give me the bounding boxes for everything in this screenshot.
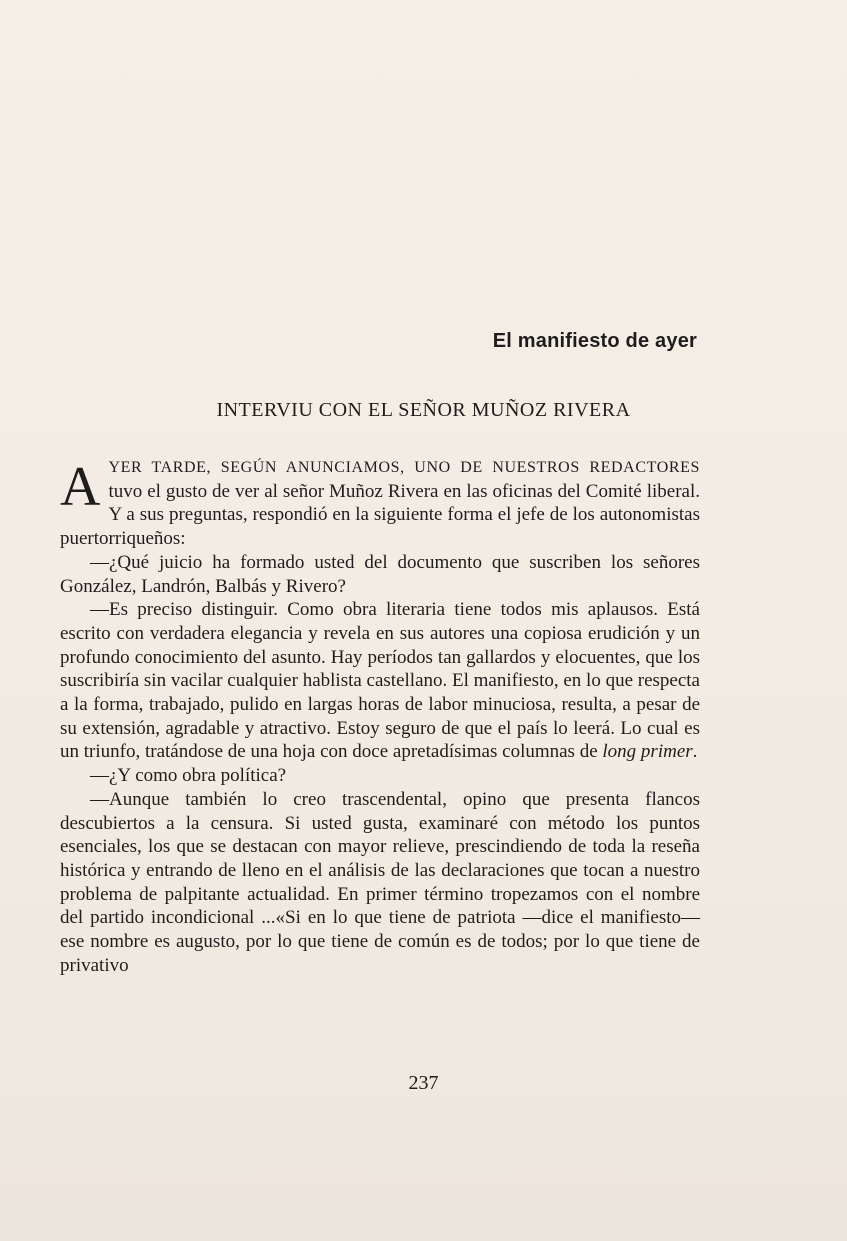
article-body <box>60 455 700 977</box>
drop-cap: A <box>60 456 101 518</box>
paragraph-question-2: —¿Y como obra política? <box>90 765 287 787</box>
paragraph-answer-1: —Es preciso distinguir. Como obra literaria tiene todos mis aplausos. Está escrito con verdadera elegancia y revela en sus autores una copiosa erudición y un profundo conocimiento del asunto. Hay períodos tan gallardos y elocuentes, que los suscribiría sin vacilar cualquier hablista castellano. El manifiesto, en lo que respecta a la forma, trabajado, pulido en largas horas de labor minuciosa, resulta, a pesar de su extensión, agradable y atractivo. Estoy seguro de que el país lo leerá. Lo cual es un triunfo, tratándose de una hoja con doce apretadísimas columnas de long primer. <box>60 599 700 763</box>
section-title: El manifiesto de ayer <box>492 330 697 352</box>
opening-paragraph <box>60 455 700 551</box>
italic-term: long primer <box>602 741 693 763</box>
opening-text: tuvo el gusto de ver al señor Muñoz Rivera en las oficinas del Comité liberal. Y a sus preguntas, respondió en la siguiente forma el jefe de los autonomistas puertorriqueños: <box>60 480 700 550</box>
lead-small-caps: YER TARDE, SEGÚN ANUNCIAMOS, UNO DE NUESTROS REDACTORES <box>108 459 700 476</box>
paragraph-answer-2: —Aunque también lo creo trascendental, opino que presenta flancos descubiertos a la censura. Si usted gusta, examinaré con método los puntos esenciales, los que se destacan con mayor relieve, prescindiendo de toda la reseña histórica y entrando de lleno en el análisis de las declaraciones que tocan a nuestro problema de palpitante actualidad. En primer término tropezamos con el nombre del partido incondicional ...«Si en lo que tiene de patriota —dice el manifiesto— ese nombre es augusto, por lo que tiene de común es de todos; por lo que tiene de privativo <box>60 788 700 976</box>
article-subtitle: INTERVIU CON EL SEÑOR MUÑOZ RIVERA <box>216 399 631 421</box>
page-number: 237 <box>408 1072 439 1094</box>
paragraph-question-1: —¿Qué juicio ha formado usted del documento que suscriben los señores González, Landrón, Balbás y Rivero? <box>60 551 700 597</box>
